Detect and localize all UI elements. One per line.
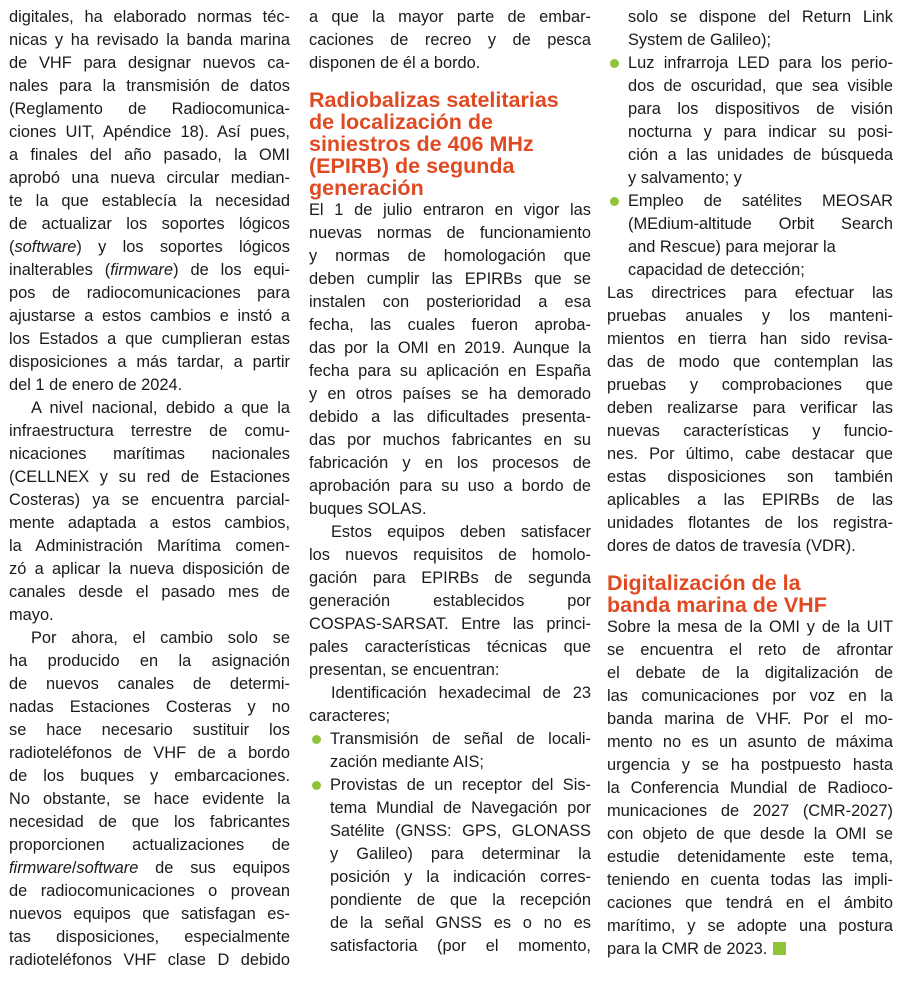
text-line: la Administración Marítima comen- — [9, 537, 290, 555]
text-line: presentan, se encuentran: — [309, 661, 500, 679]
bullet-line: Empleo de satélites MEOSAR — [607, 190, 893, 213]
text-line: pruebas anuales y los manteni- — [607, 307, 893, 325]
text-line: aprobación para su uso a bordo de — [309, 477, 591, 495]
text-line: ajustarse a estos cambios e instó a — [9, 307, 290, 325]
column-3 — [607, 6, 893, 961]
text-line: de los buques y embarcaciones. — [9, 767, 290, 785]
bullet-item — [607, 52, 893, 190]
text-line: la Conferencia Mundial de Radioco- — [607, 779, 893, 797]
text-line: aplicables a las EPIRBs de las — [607, 491, 893, 509]
text-line: banda marina de VHF. Por el mo- — [607, 710, 893, 728]
bullet-line: Provistas de un receptor del Sis- — [309, 774, 591, 797]
text-line: de radiocomunicaciones o provean — [9, 882, 290, 900]
text-line: de nuevos canales de determi- — [9, 675, 290, 693]
bullet-item — [309, 728, 591, 774]
text-line: tas disposiciones, especialmente — [9, 928, 290, 946]
text-line: municaciones de 2027 (CMR-2027) — [607, 802, 893, 820]
text-line: se hace necesario sustituir los — [9, 721, 290, 739]
heading-line: generación — [309, 176, 424, 200]
text-line: estudie detenidamente este tema, — [607, 848, 893, 866]
bullet-line: para los dispositivos de visión — [628, 100, 893, 118]
text-line: nadas Estaciones Costeras y no — [9, 698, 290, 716]
heading-line: banda marina de VHF — [607, 593, 827, 617]
text-line: fabricación y en los procesos de — [309, 454, 591, 472]
bullet-line: de la señal GNSS es o no es — [330, 914, 591, 932]
text-line: los nuevos requisitos de homolo- — [309, 546, 591, 564]
text-line: caciones que tendrá en el ámbito — [607, 894, 893, 912]
text-line: teniendo en cuenta todas las impli- — [607, 871, 893, 889]
text-line: con objeto de que desde la OMI se — [607, 825, 893, 843]
heading-line: siniestros de 406 MHz — [309, 132, 534, 156]
text-line: pales características técnicas que — [309, 638, 591, 656]
text-line: nicaciones marítimas nacionales — [9, 445, 290, 463]
column-2 — [309, 6, 591, 958]
section-heading-epirb — [309, 89, 591, 199]
text-line: ha producido en la asignación — [9, 652, 290, 670]
text-line: fecha, las cuales fueron aproba- — [309, 316, 591, 334]
heading-line: Digitalización de la — [607, 571, 801, 595]
text-line: y en otros países se ha demorado — [309, 385, 591, 403]
bullet-line: ción a las unidades de búsqueda — [628, 146, 893, 164]
text-line: radioteléfonos VHF clase D debido — [9, 951, 290, 969]
text-line: mente adaptada a estos cambios, — [9, 514, 290, 532]
bullet-line: y salvamento; y — [628, 169, 742, 187]
section-heading-vhf — [607, 572, 893, 616]
bullet-line: pondiente de que la recepción — [330, 891, 591, 909]
bullet-line: Satélite (GNSS: GPS, GLONASS — [330, 822, 591, 840]
bullet-line: zación mediante AIS; — [330, 753, 484, 771]
text-line: dores de datos de travesía (VDR). — [607, 537, 856, 555]
text-line: caciones de recreo y de pesca — [309, 31, 591, 49]
text-line: disposiciones a más tardar, a partir — [9, 353, 290, 371]
text-line: Estos equipos deben satisfacer — [331, 523, 591, 541]
bullet-line: dos de oscuridad, que sea visible — [628, 77, 893, 95]
text-line: nicas y ha revisado la banda marina — [9, 31, 290, 49]
text-line: fecha para su aplicación en España — [309, 362, 591, 380]
text-line: firmware/software de sus equipos — [9, 859, 290, 877]
text-line: de VHF para designar nuevos ca- — [9, 54, 290, 72]
bullet-line: Transmisión de señal de locali- — [309, 728, 591, 751]
bullet-line: and Rescue) para mejorar la — [628, 238, 836, 256]
text-line: gación para EPIRBs de segunda — [309, 569, 591, 587]
bullet-line: System de Galileo); — [628, 31, 772, 49]
bullet-line: capacidad de detección; — [628, 261, 805, 279]
text-line: Por ahora, el cambio solo se — [31, 629, 290, 647]
column-1 — [9, 6, 290, 972]
heading-line: (EPIRB) de segunda — [309, 154, 515, 178]
bullet-line: y Galileo) para determinar la — [330, 845, 591, 863]
text-line: ciones UIT, Apéndice 18). Así pues, — [9, 123, 290, 141]
text-line-final — [607, 938, 893, 961]
text-line: Las directrices para efectuar las — [607, 284, 893, 302]
bullet-line: solo se dispone del Return Link — [628, 8, 893, 26]
text-line: mayo. — [9, 606, 54, 624]
text-line: instalen con posterioridad a esa — [309, 293, 591, 311]
bullet-line: nocturna y para indicar su posi- — [628, 123, 893, 141]
text-line: proporcionen actualizaciones de — [9, 836, 290, 854]
text-line: pruebas y comprobaciones que — [607, 376, 893, 394]
text-line: No obstante, se hace evidente la — [9, 790, 290, 808]
bullet-line: satisfactoria (por el momento, — [330, 937, 591, 955]
text-line: COSPAS-SARSAT. Entre las princi- — [309, 615, 591, 633]
text-line: del 1 de enero de 2024. — [9, 376, 183, 394]
text-line: aprobó una nueva circular median- — [9, 169, 290, 187]
text-line: marítimo, y se adopte una postura — [607, 917, 893, 935]
text-line: Costeras) ya se encuentra parcial- — [9, 491, 290, 509]
text-line: a que la mayor parte de embar- — [309, 8, 591, 26]
text-line: nuevos equipos que satisfagan es- — [9, 905, 290, 923]
text-line: deben realizarse para verificar las — [607, 399, 893, 417]
bullet-item — [309, 774, 591, 958]
text-line: infraestructura terrestre de comu- — [9, 422, 290, 440]
text-line: (CELLNEX y su red de Estaciones — [9, 468, 290, 486]
text-line: das por muchos fabricantes en su — [309, 431, 591, 449]
text-line: caracteres; — [309, 707, 391, 725]
text-line: El 1 de julio entraron en vigor las — [309, 201, 591, 219]
heading-line: de localización de — [309, 110, 493, 134]
text-line: nuevas normas de funcionamiento — [309, 224, 591, 242]
text-line: las comunicaciones por voz en la — [607, 687, 893, 705]
text-line: nes. Por último, cabe destacar que — [607, 445, 893, 463]
text-line: debido a las dificultades presenta- — [309, 408, 591, 426]
text-line: el debate de la digitalización de — [607, 664, 893, 682]
text-line: te la que establecía la necesidad — [9, 192, 290, 210]
text-line: necesidad de que los fabricantes — [9, 813, 290, 831]
text-line: zó a aplicar la nueva disposición de — [9, 560, 290, 578]
bullet-item — [607, 190, 893, 282]
text-line: (software) y los soportes lógicos — [9, 238, 290, 256]
bullet-line: posición y la indicación corres- — [330, 868, 591, 886]
text-line: pos de radiocomunicaciones para — [9, 284, 290, 302]
text-line: nuevas características y funcio- — [607, 422, 893, 440]
bullet-line: Luz infrarroja LED para los perio- — [607, 52, 893, 75]
text-line: canales desde el pasado mes de — [9, 583, 290, 601]
text-line: radioteléfonos de VHF de a bordo — [9, 744, 290, 762]
final-text: para la CMR de 2023. — [607, 940, 768, 958]
text-line: das por la OMI en 2019. Aunque la — [309, 339, 591, 357]
text-line: los Estados a que cumplieran estas — [9, 330, 290, 348]
text-line: buques SOLAS. — [309, 500, 427, 518]
bullet-line: (MEdium-altitude Orbit Search — [628, 215, 893, 233]
text-line: generación establecidos por — [309, 592, 591, 610]
text-line: a finales del año pasado, la OMI — [9, 146, 290, 164]
text-line: das de modo que contemplan las — [607, 353, 893, 371]
bullet-line: tema Mundial de Navegación por — [330, 799, 591, 817]
text-line: y normas de homologación que — [309, 247, 591, 265]
text-line: unidades flotantes de los registra- — [607, 514, 893, 532]
text-line: nales para la transmisión de datos — [9, 77, 290, 95]
text-line: (Reglamento de Radiocomunica- — [9, 100, 290, 118]
bullet-item-continued — [607, 6, 893, 52]
text-line: de actualizar los soportes lógicos — [9, 215, 290, 233]
text-line: Sobre la mesa de la OMI y de la UIT — [607, 618, 893, 636]
text-line: estas disposiciones son también — [607, 468, 893, 486]
text-line: mento no es un asunto de máxima — [607, 733, 893, 751]
text-line: deben cumplir las EPIRBs que se — [309, 270, 591, 288]
text-line: se encuentra el reto de afrontar — [607, 641, 893, 659]
heading-line: Radiobalizas satelitarias — [309, 88, 559, 112]
text-line: disponen de él a bordo. — [309, 54, 481, 72]
text-line: digitales, ha elaborado normas téc- — [9, 8, 290, 26]
text-line: urgencia y se ha postpuesto hasta — [607, 756, 893, 774]
text-line: inalterables (firmware) de los equi- — [9, 261, 290, 279]
text-line: A nivel nacional, debido a que la — [31, 399, 290, 417]
text-line: mientos en tierra han sido revisa- — [607, 330, 893, 348]
text-line: Identificación hexadecimal de 23 — [331, 684, 591, 702]
end-of-article-square-icon — [773, 942, 786, 955]
